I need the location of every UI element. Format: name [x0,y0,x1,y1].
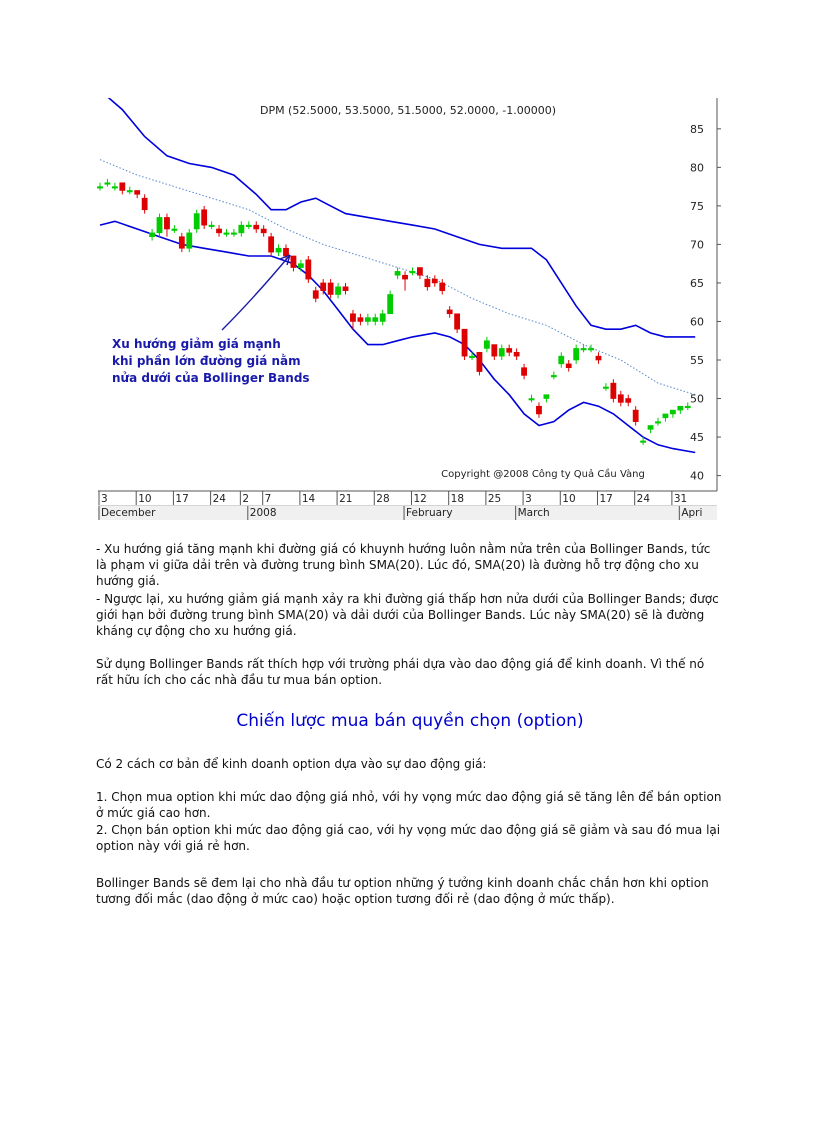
x-tick-label: 7 [264,493,272,505]
x-tick-label: 10 [562,493,576,505]
y-tick-label: 40 [690,469,704,483]
candle-body [231,233,236,235]
month-label: December [101,507,156,519]
candle-body [373,318,378,322]
candle-body [566,364,571,368]
candle-body [335,287,340,295]
candle-body [194,214,199,229]
candle-body [306,260,311,279]
candle-body [678,406,683,410]
candle-body [402,275,407,279]
x-tick-label: 28 [376,493,390,505]
x-tick-label: 3 [101,493,108,505]
bollinger-candlestick-chart [94,98,726,522]
month-label: 2008 [249,507,277,519]
candle-body [432,279,437,283]
candle-body [425,279,430,287]
candle-body [298,264,303,268]
candle-body [529,399,534,401]
candle-body [455,314,460,329]
candle-body [365,318,370,322]
candle-body [581,348,586,350]
candle-body [328,283,333,295]
candle-body [112,187,117,189]
candle-body [521,368,526,376]
candle-body [380,314,385,322]
candle-body [655,422,660,424]
candle-body [641,441,646,443]
candle-body [447,310,452,314]
x-tick-label: 12 [413,493,427,505]
month-label: February [406,507,453,519]
candle-body [216,229,221,233]
candle-body [97,187,102,189]
candle-body [239,225,244,233]
candle-body [276,248,281,252]
candle-body [135,190,140,194]
candle-body [358,318,363,322]
candle-body [499,348,504,356]
candle-body [321,283,326,291]
y-tick-label: 70 [690,238,704,252]
candle-body [209,225,214,227]
x-tick-label: 21 [339,493,353,505]
candle-body [269,237,274,252]
x-tick-label: 31 [673,493,688,505]
month-label: March [517,507,550,519]
candle-body [246,225,251,227]
candle-body [157,217,162,232]
paragraph-usage: Sử dụng Bollinger Bands rất thích hợp với trường phái dựa vào dao động giá để kinh doanh. Vì thế nó rất hữu ích cho các nhà đầu tư mua bán option. [96,657,705,687]
x-tick-label: 25 [487,493,502,505]
y-tick-label: 55 [690,354,704,367]
candle-body [484,341,489,349]
candle-body [179,237,184,249]
annotation-arrow [222,255,290,330]
candle-body [596,356,601,360]
intro-paragraph: Có 2 cách cơ bản để kinh doanh option dựa vào sự dao động giá: [96,757,487,771]
candle-body [685,406,690,408]
candle-body [626,399,631,403]
candle-body [440,283,445,291]
candle-body [142,198,147,210]
x-tick-label: 10 [138,493,152,505]
candle-body [313,291,318,299]
candle-body [388,295,393,314]
paragraph-downtrend: - Ngược lại, xu hướng giảm giá mạnh xảy ra khi đường giá thấp hơn nửa dưới của Bollinger Bands; được giới hạn bởi đường trung bình SMA(20) và dải dưới của Bollinger Bands. Lúc này SMA(20) sẽ là đường kháng cự động cho xu hướng giá. [96,592,719,638]
candle-body [670,410,675,414]
y-tick-label: 65 [690,276,704,290]
x-tick-label: 24 [212,493,226,505]
x-tick-label: 17 [599,493,613,505]
candle-body [574,348,579,360]
paragraph-uptrend: - Xu hướng giá tăng mạnh khi đường giá có khuynh hướng luôn nằm nửa trên của Bollinger Bands, tức là phạm vi giữa dải trên và đường trung bình SMA(20). Lúc đó, SMA(20) là đường hỗ trợ động cho xu hướng giá. [96,542,711,588]
candle-body [283,248,288,256]
candle-body [603,387,608,389]
candle-body [648,426,653,430]
candle-body [462,329,467,356]
x-tick-label: 2 [242,493,250,505]
copyright-text: Copyright @2008 Công ty Quả Cầu Vàng [441,469,645,480]
candle-body [127,190,132,192]
y-tick-label: 75 [690,199,704,213]
annotation-line-3: nửa dưới của Bollinger Bands [112,371,310,385]
candle-body [120,183,125,191]
x-tick-label: 14 [301,493,316,505]
candle-body [417,268,422,276]
candle-body [551,375,556,377]
candle-body [559,356,564,364]
candle-body [291,256,296,268]
x-tick-label: 24 [636,493,651,505]
annotation-line-2: khi phần lớn đường giá nằm [112,354,301,368]
x-tick-label: 3 [525,493,532,505]
candle-body [164,217,169,229]
candle-body [477,352,482,371]
candle-body [172,229,177,231]
candle-body [149,233,154,237]
candle-body [187,233,192,248]
candle-body [254,225,259,229]
month-label: Apri [681,507,703,519]
annotation-line-1: Xu hướng giảm giá mạnh [112,337,281,351]
y-tick-label: 45 [690,431,704,445]
candle-body [536,406,541,414]
y-tick-label: 60 [690,315,704,329]
candle-body [507,348,512,352]
x-tick-label: 18 [450,493,465,505]
section-heading: Chiến lược mua bán quyền chọn (option) [236,711,584,731]
candle-body [395,271,400,275]
candle-body [469,356,474,358]
closing-paragraph: Bollinger Bands sẽ đem lại cho nhà đầu tư option những ý tưởng kinh doanh chắc chắn hơn khi option tương đối mắc (dao động ở mức cao) hoặc option tương đối rẻ (dao động ở mức thấp). [96,876,709,906]
candle-body [663,414,668,418]
candle-body [202,210,207,225]
chart-title: DPM (52.5000, 53.5000, 51.5000, 52.0000, -1.00000) [259,104,557,117]
x-tick-label: 17 [175,493,189,505]
candle-body [588,348,593,350]
candle-body [611,383,616,398]
upper-bollinger-band [100,98,695,337]
y-tick-label: 80 [690,161,704,175]
candle-body [633,410,638,422]
candle-body [514,352,519,356]
candle-body [544,395,549,399]
y-tick-label: 50 [690,392,704,406]
candle-body [105,183,110,185]
candle-body [618,395,623,403]
candle-body [343,287,348,291]
list-item: 2. Chọn bán option khi mức dao động giá cao, với hy vọng mức dao động giá sẽ giảm và sau đó mua lại option này với giá rẻ hơn. [96,823,721,853]
y-tick-label: 85 [690,122,704,136]
candle-body [492,345,497,357]
candle-body [261,229,266,233]
candle-body [224,233,229,235]
list-item: 1. Chọn mua option khi mức dao động giá nhỏ, với hy vọng mức dao động giá sẽ tăng lên để bán option ở mức giá cao hơn. [96,790,722,820]
candle-body [350,314,355,322]
candle-body [410,271,415,273]
